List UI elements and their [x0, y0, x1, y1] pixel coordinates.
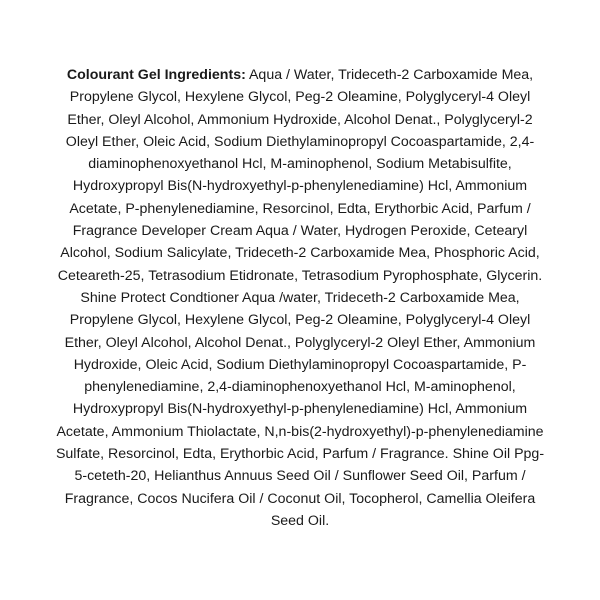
ingredients-text-block: [55, 64, 545, 532]
ingredients-list: Aqua / Water, Trideceth-2 Carboxamide Mea, Propylene Glycol, Hexylene Glycol, Peg-2 Oleamine, Polyglyceryl-4 Oleyl Ether, Oleyl Alcohol, Ammonium Hydroxide, Alcohol Denat., Polyglyceryl-2 Oleyl Ether, Oleic Acid, Sodium Diethylaminopropyl Cocoaspartamide, 2,4-diaminophenoxyethanol Hcl, M-aminophenol, Sodium Metabisulfite, Hydroxypropyl Bis(N-hydroxyethyl-p-phenylenediamine) Hcl, Ammonium Acetate, P-phenylenediamine, Resorcinol, Edta, Erythorbic Acid, Parfum / Fragrance Developer Cream Aqua / Water, Hydrogen Peroxide, Cetearyl Alcohol, Sodium Salicylate, Trideceth-2 Carboxamide Mea, Phosphoric Acid, Ceteareth-25, Tetrasodium Etidronate, Tetrasodium Pyrophosphate, Glycerin. Shine Protect Condtioner Aqua /water, Trideceth-2 Carboxamide Mea, Propylene Glycol, Hexylene Glycol, Peg-2 Oleamine, Polyglyceryl-4 Oleyl Ether, Oleyl Alcohol, Alcohol Denat., Polyglyceryl-2 Oleyl Ether, Ammonium Hydroxide, Oleic Acid, Sodium Diethylaminopropyl Cocoaspartamide, P-phenylenediamine, 2,4-diaminophenoxyethanol Hcl, M-aminophenol, Hydroxypropyl Bis(N-hydroxyethyl-p-phenylenediamine) Hcl, Ammonium Acetate, Ammonium Thiolactate, N,n-bis(2-hydroxyethyl)-p-phenylenediamine Sulfate, Resorcinol, Edta, Erythorbic Acid, Parfum / Fragrance. Shine Oil Ppg-5-ceteth-20, Helianthus Annuus Seed Oil / Sunflower Seed Oil, Parfum / Fragrance, Cocos Nucifera Oil / Coconut Oil, Tocopherol, Camellia Oleifera Seed Oil.: [55, 67, 545, 529]
ingredients-heading: Colourant Gel Ingredients:: [66, 67, 246, 83]
